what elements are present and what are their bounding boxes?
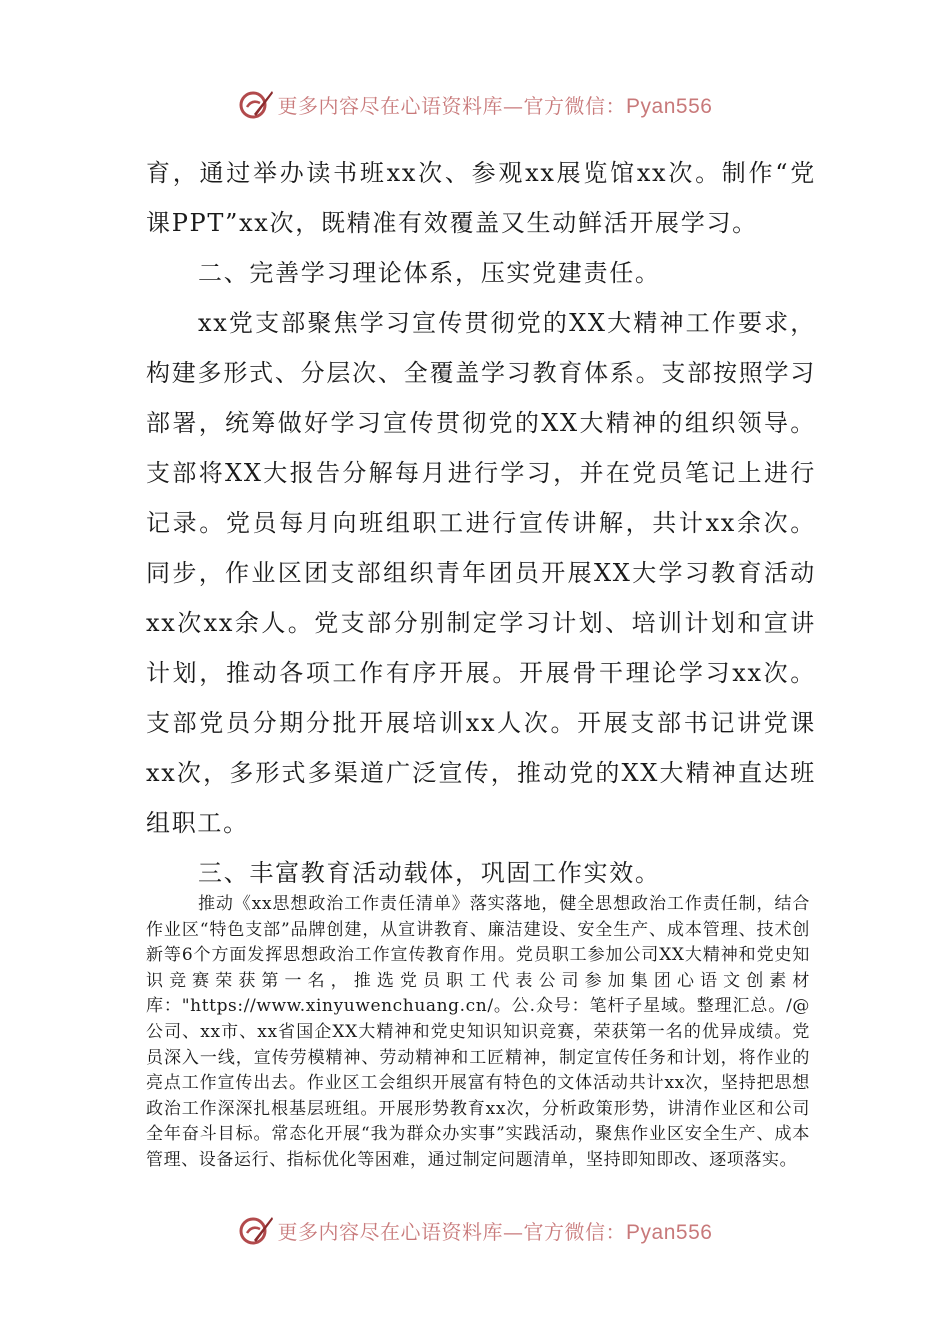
section-heading-two: 二、完善学习理论体系，压实党建责任。	[198, 259, 661, 287]
document-body	[146, 148, 816, 898]
header-watermark-banner	[0, 84, 950, 124]
paragraph-party-branch: xx党支部聚焦学习宣传贯彻党的XX大精神工作要求，构建多形式、分层次、全覆盖学习教育体系。支部按照学习部署，统筹做好学习宣传贯彻党的XX大精神的组织领导。支部将XX大报告分解每月进行学习，并在党员笔记上进行记录。党员每月向班组职工进行宣传讲解，共计xx余次。同步，作业区团支部组织青年团员开展XX大学习教育活动xx次xx余人。党支部分别制定学习计划、培训计划和宣讲计划，推动各项工作有序开展。开展骨干理论学习xx次。支部党员分期分批开展培训xx人次。开展支部书记讲党课xx次，多形式多渠道广泛宣传，推动党的XX大精神直达班组职工。	[146, 309, 816, 837]
document-body-small	[146, 892, 810, 1174]
pen-logo-icon	[238, 1213, 274, 1247]
pen-logo-icon	[238, 87, 274, 121]
header-watermark-text: 更多内容尽在心语资料库—官方微信：Pyan556	[277, 93, 713, 118]
footer-watermark-text: 更多内容尽在心语资料库—官方微信：Pyan556	[277, 1219, 713, 1244]
footer-watermark-banner	[0, 1210, 950, 1250]
paragraph-responsibility-list: 推动《xx思想政治工作责任清单》落实落地，健全思想政治工作责任制，结合作业区“特色支部”品牌创建，从宣讲教育、廉洁建设、安全生产、成本管理、技术创新等6个方面发挥思想政治工作宣传教育作用。党员职工参加公司XX大精神和党史知识竞赛荣获第一名，推选党员职工代表公司参加集团心语文创素材库："https://www.xinyuwenchuang.cn/。公.众号：笔杆子星域。整理汇总。/@公司、xx市、xx省国企XX大精神和党史知识知识竞赛，荣获第一名的优异成绩。党员深入一线，宣传劳模精神、劳动精神和工匠精神，制定宣传任务和计划，将作业的亮点工作宣传出去。作业区工会组织开展富有特色的文体活动共计xx次，坚持把思想政治工作深深扎根基层班组。开展形势教育xx次，分析政策形势，讲清作业区和公司全年奋斗目标。常态化开展“我为群众办实事”实践活动，聚焦作业区安全生产、成本管理、设备运行、指标优化等困难，通过制定问题清单，坚持即知即改、逐项落实。	[146, 894, 810, 1170]
paragraph-continuation: 育，通过举办读书班xx次、参观xx展览馆xx次。制作“党课PPT”xx次，既精准有效覆盖又生动鲜活开展学习。	[146, 159, 816, 237]
section-heading-three: 三、丰富教育活动载体，巩固工作实效。	[198, 859, 661, 887]
